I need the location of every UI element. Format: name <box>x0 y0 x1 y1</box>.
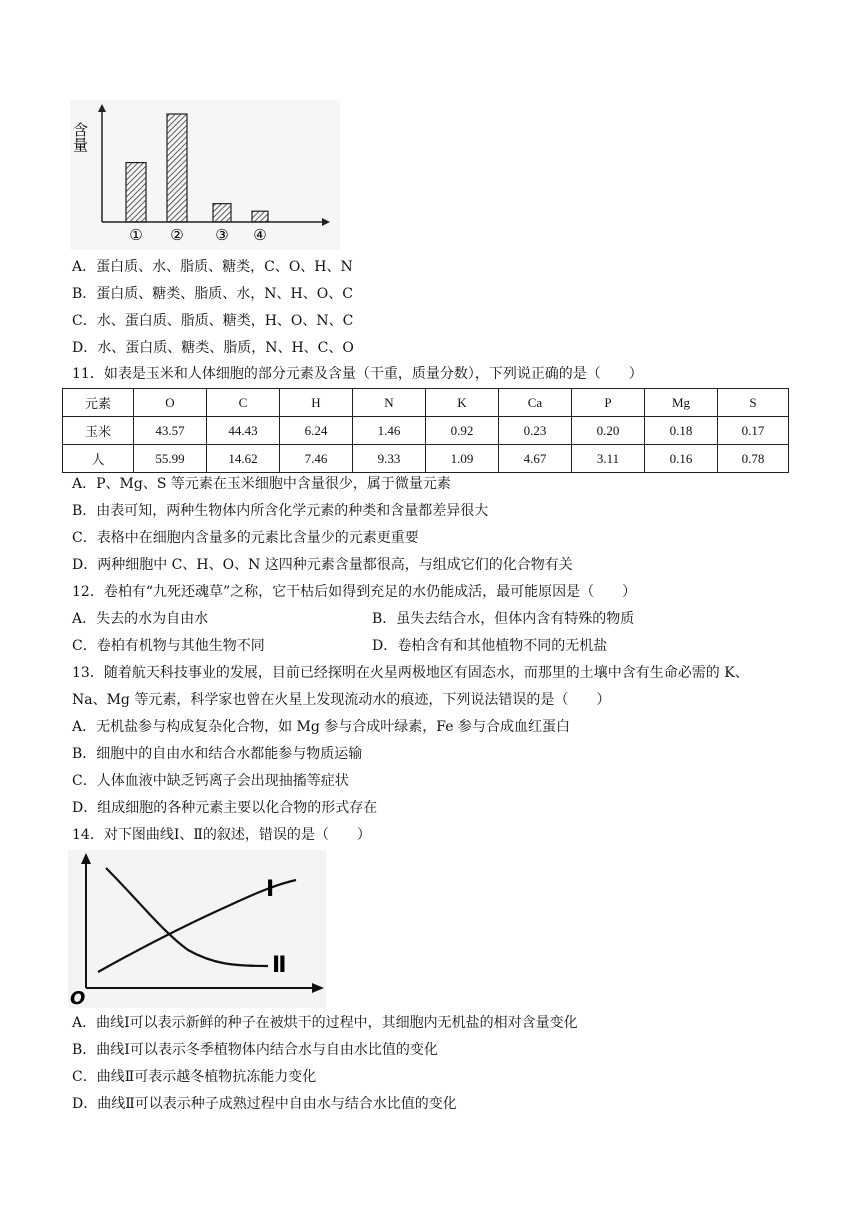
q10-option-d: D．水、蛋白质、糖类、脂质，N、H、C、O <box>72 340 354 356</box>
table-header-cell: H <box>280 389 353 417</box>
table-cell: 人 <box>63 445 134 473</box>
table-cell: 3.11 <box>572 445 645 473</box>
table-header-cell: S <box>718 389 789 417</box>
table-header-cell: P <box>572 389 645 417</box>
table-cell: 0.16 <box>645 445 718 473</box>
table-cell: 43.57 <box>134 417 207 445</box>
table-row <box>63 445 789 473</box>
bar-label-4: ④ <box>253 226 267 244</box>
bar-2 <box>167 114 187 222</box>
q13-stem-line2: Na、Mg 等元素，科学家也曾在火星上发现流动水的痕迹，下列说法错误的是（ ） <box>72 692 611 708</box>
curve-2-label: Ⅱ <box>272 953 287 978</box>
table-header-cell: Ca <box>499 389 572 417</box>
q13-option-b: B．细胞中的自由水和结合水都能参与物质运输 <box>72 746 363 762</box>
curve-figure <box>68 850 326 1008</box>
table-cell: 1.46 <box>353 417 426 445</box>
q11-option-d: D．两种细胞中 C、H、O、N 这四种元素含量都很高，与组成它们的化合物有关 <box>72 557 573 573</box>
q14-stem: 14．对下图曲线Ⅰ、Ⅱ的叙述，错误的是（ ） <box>72 827 371 843</box>
q14-option-d: D．曲线Ⅱ可以表示种子成熟过程中自由水与结合水比值的变化 <box>72 1096 457 1112</box>
table-cell: 0.17 <box>718 417 789 445</box>
q14-option-b: B．曲线Ⅰ可以表示冬季植物体内结合水与自由水比值的变化 <box>72 1042 438 1058</box>
curve-1-label: Ⅰ <box>266 877 275 902</box>
bar-label-3: ③ <box>215 226 229 244</box>
table-row <box>63 417 789 445</box>
table-cell: 0.92 <box>426 417 499 445</box>
chart-ylabel: 含量 <box>71 122 89 152</box>
q13-option-c: C．人体血液中缺乏钙离子会出现抽搐等症状 <box>72 773 349 789</box>
table-cell: 44.43 <box>207 417 280 445</box>
q13-option-a: A．无机盐参与构成复杂化合物，如 Mg 参与合成叶绿素，Fe 参与合成血红蛋白 <box>72 719 570 735</box>
q12-stem: 12．卷柏有“九死还魂草”之称，它干枯后如得到充足的水仍能成活，最可能原因是（ ） <box>72 584 637 600</box>
q10-option-b: B．蛋白质、糖类、脂质、水，N、H、O、C <box>72 286 353 302</box>
q12-option-c: C．卷柏有机物与其他生物不同 <box>72 638 265 654</box>
table-cell: 14.62 <box>207 445 280 473</box>
bar-1 <box>126 163 146 222</box>
q11-option-a: A．P、Mg、S 等元素在玉米细胞中含量很少，属于微量元素 <box>72 476 451 492</box>
bar-3 <box>213 204 231 222</box>
q14-option-c: C．曲线Ⅱ可表示越冬植物抗冻能力变化 <box>72 1069 317 1085</box>
q12-option-b: B．虽失去结合水，但体内含有特殊的物质 <box>372 611 635 627</box>
q11-option-c: C．表格中在细胞内含量多的元素比含量少的元素更重要 <box>72 530 419 546</box>
bar-label-1: ① <box>129 226 143 244</box>
table-cell: 0.23 <box>499 417 572 445</box>
origin-label: O <box>70 988 86 1008</box>
table-cell: 9.33 <box>353 445 426 473</box>
q11-option-b: B．由表可知，两种生物体内所含化学元素的种类和含量都差异很大 <box>72 503 489 519</box>
q13-stem-line1: 13．随着航天科技事业的发展，目前已经探明在火星两极地区有固态水，而那里的土壤中含有生命必需的 K、 <box>72 665 749 681</box>
q14-option-a: A．曲线Ⅰ可以表示新鲜的种子在被烘干的过程中，其细胞内无机盐的相对含量变化 <box>72 1015 578 1031</box>
q10-option-c: C．水、蛋白质、脂质、糖类，H、O、N、C <box>72 313 354 329</box>
q10-option-a: A．蛋白质、水、脂质、糖类，C、O、H、N <box>72 259 353 275</box>
table-header-cell: 元素 <box>63 389 134 417</box>
bar-chart-figure <box>70 100 340 250</box>
q11-stem: 11．如表是玉米和人体细胞的部分元素及含量（干重，质量分数），下列说正确的是（ ） <box>72 366 643 382</box>
bar-4 <box>252 211 268 222</box>
table-cell: 55.99 <box>134 445 207 473</box>
table-header-cell: N <box>353 389 426 417</box>
table-header-row <box>63 389 789 417</box>
table-cell: 7.46 <box>280 445 353 473</box>
table-header-cell: C <box>207 389 280 417</box>
table-cell: 6.24 <box>280 417 353 445</box>
element-content-table <box>62 388 789 473</box>
table-cell: 4.67 <box>499 445 572 473</box>
table-cell: 0.18 <box>645 417 718 445</box>
q12-option-d: D．卷柏含有和其他植物不同的无机盐 <box>372 638 608 654</box>
table-header-cell: Mg <box>645 389 718 417</box>
table-header-cell: O <box>134 389 207 417</box>
table-header-cell: K <box>426 389 499 417</box>
q13-option-d: D．组成细胞的各种元素主要以化合物的形式存在 <box>72 800 378 816</box>
table-cell: 0.78 <box>718 445 789 473</box>
q12-option-a: A．失去的水为自由水 <box>72 611 209 627</box>
table-cell: 玉米 <box>63 417 134 445</box>
bar-label-2: ② <box>170 226 184 244</box>
table-cell: 1.09 <box>426 445 499 473</box>
table-cell: 0.20 <box>572 417 645 445</box>
